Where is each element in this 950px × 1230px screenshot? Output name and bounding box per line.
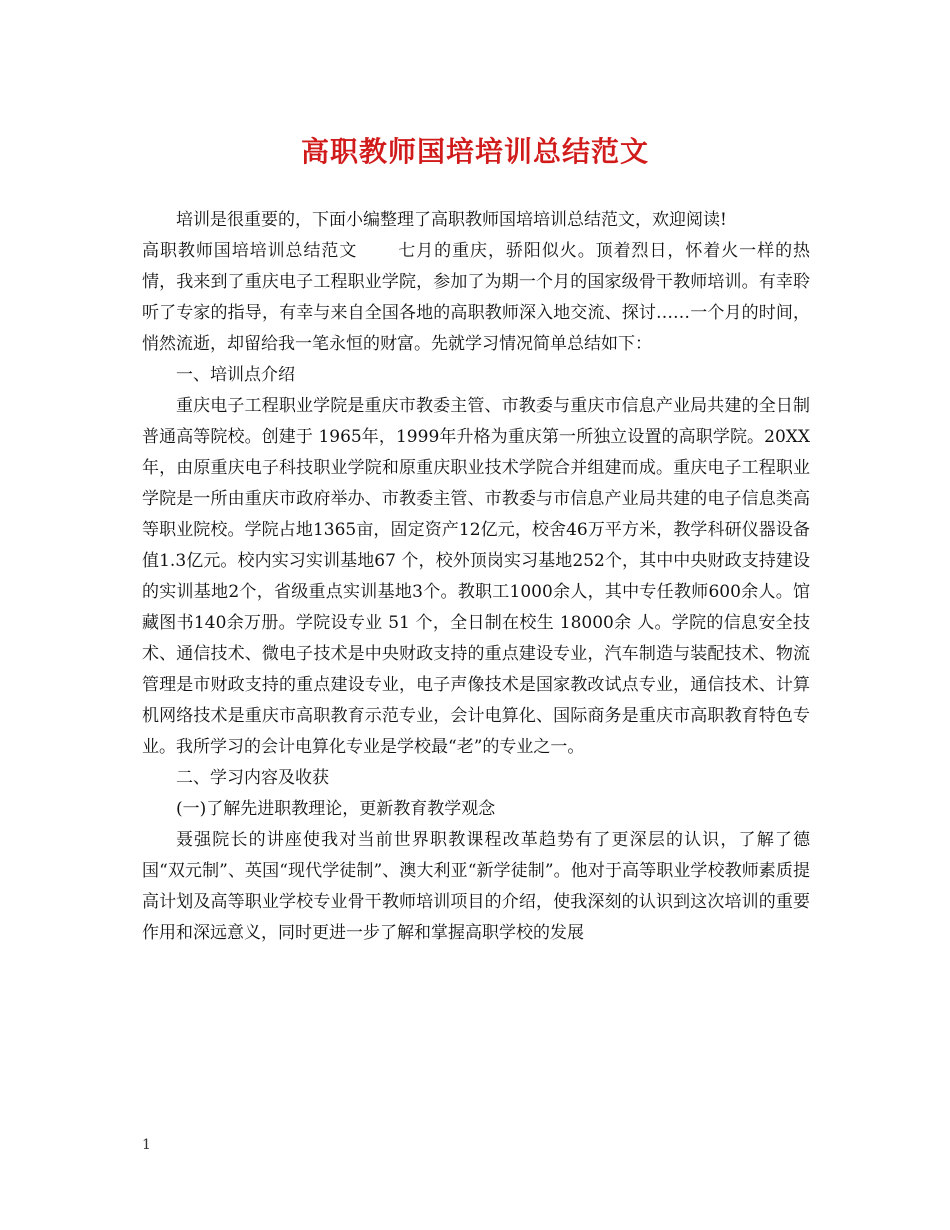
subsection1-paragraph: 聂强院长的讲座使我对当前世界职教课程改革趋势有了更深层的认识，了解了德国“双元制”、英国“现代学徒制”、澳大利亚“新学徒制”。他对于高等职业学校教师素质提高计划及高等职业学校专业骨干教师培训项目的介绍，使我深刻的认识到这次培训的重要作用和深远意义，同时更进一步了解和掌握高职学校的发展 <box>142 830 810 943</box>
section1-paragraph: 重庆电子工程职业学院是重庆市教委主管、市教委与重庆市信息产业局共建的全日制普通高等院校。创建于 1965年，1999年升格为重庆第一所独立设置的高职学院。20XX年，由原重庆电子科技职业学院和原重庆职业技术学院合并组建而成。重庆电子工程职业学院是一所由重庆市政府举办、市教委主管、市教委与市信息产业局共建的电子信息类高等职业院校。学院占地1365亩，固定资产12亿元，校舍46万平方米，教学科研仪器设备值1.3亿元。校内实习实训基地67 个，校外顶岗实习基地252个，其中中央财政支持建设的实训基地2个，省级重点实训基地3个。教职工1000余人，其中专任教师600余人。馆藏图书140余万册。学院设专业 51 个，全日制在校生 18000余 人。学院的信息安全技术、通信技术、微电子技术是中央财政支持的重点建设专业，汽车制造与装配技术、物流管理是市财政支持的重点建设专业，电子声像技术是国家教改试点专业，通信技术、计算机网络技术是重庆市高职教育示范专业，会计电算化、国际商务是重庆市高职教育特色专业。我所学习的会计电算化专业是学校最“老”的专业之一。 <box>142 396 810 757</box>
page-number: 1 <box>142 1137 151 1153</box>
lead-paragraph <box>142 236 810 360</box>
section2-heading: 二、学习内容及收获 <box>176 768 329 788</box>
section1-heading: 一、培训点介绍 <box>176 365 295 385</box>
subsection1-heading: (一)了解先进职教理论，更新教育教学观念 <box>176 799 496 819</box>
lead-text: 七月的重庆，骄阳似火。顶着烈日，怀着火一样的热情，我来到了重庆电子工程职业学院，参加了为期一个月的国家级骨干教师培训。有幸聆听了专家的指导，有幸与来自全国各地的高职教师深入地交流、探讨……一个月的时间，悄然流逝，却留给我一笔永恒的财富。先就学习情况简单总结如下： <box>142 241 811 354</box>
intro-paragraph: 培训是很重要的，下面小编整理了高职教师国培培训总结范文，欢迎阅读! <box>176 210 727 230</box>
document-title: 高职教师国培培训总结范文 <box>300 135 649 168</box>
lead-title: 高职教师国培培训总结范文 <box>142 241 358 261</box>
document-body <box>142 205 810 949</box>
